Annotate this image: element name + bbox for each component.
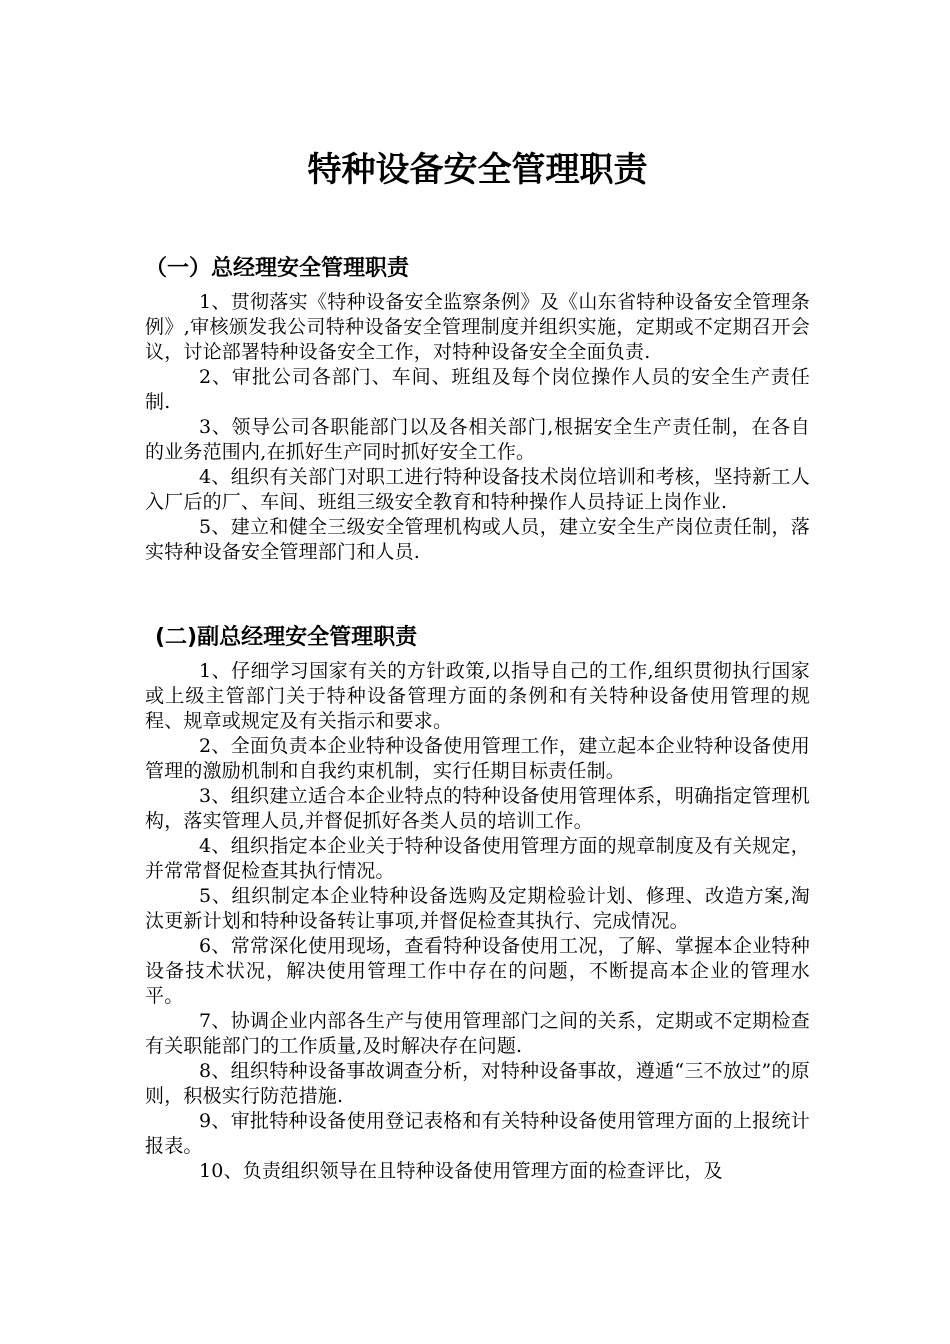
paragraph: 5、组织制定本企业特种设备选购及定期检验计划、修理、改造方案,淘汰更新计划和特种设备转让事项,并督促检查其执行、完成情况。 [145, 885, 810, 932]
paragraph: 3、领导公司各职能部门以及各相关部门,根据安全生产责任制，在各自的业务范围内,在抓好生产同时抓好安全工作。 [145, 416, 810, 463]
paragraph: 6、常常深化使用现场，查看特种设备使用工况，了解、掌握本企业特种设备技术状况，解决使用管理工作中存在的问题，不断提高本企业的管理水平。 [145, 935, 810, 1007]
section-deputy-general-manager [145, 623, 810, 1184]
section-general-manager [145, 254, 810, 565]
paragraph: 10、负责组织领导在且特种设备使用管理方面的检查评比，及 [199, 1160, 723, 1182]
paragraph: 4、组织有关部门对职工进行特种设备技术岗位培训和考核，坚持新工人入厂后的厂、车间、班组三级安全教育和特种操作人员持证上岗作业. [145, 466, 810, 513]
paragraph: 2、全面负责本企业特种设备使用管理工作，建立起本企业特种设备使用管理的激励机制和自我约束机制，实行任期目标责任制。 [145, 735, 810, 782]
paragraph: 4、组织指定本企业关于特种设备使用管理方面的规章制度及有关规定，并常常督促检查其执行情况。 [145, 835, 810, 882]
section-heading: (二)副总经理安全管理职责 [155, 625, 418, 650]
paragraph: 3、组织建立适合本企业特点的特种设备使用管理体系，明确指定管理机构，落实管理人员,并督促抓好各类人员的培训工作。 [145, 785, 810, 832]
paragraph: 9、审批特种设备使用登记表格和有关特种设备使用管理方面的上报统计报表。 [145, 1110, 810, 1157]
paragraph: 1、贯彻落实《特种设备安全监察条例》及《山东省特种设备安全管理条例》,审核颁发我公司特种设备安全管理制度并组织实施，定期或不定期召开会议，讨论部署特种设备安全工作，对特种设备安全全面负责. [145, 291, 810, 363]
section-heading: （一）总经理安全管理职责 [145, 256, 410, 281]
paragraph: 1、仔细学习国家有关的方针政策,以指导自己的工作,组织贯彻执行国家或上级主管部门关于特种设备管理方面的条例和有关特种设备使用管理的规程、规章或规定及有关指示和要求。 [145, 660, 810, 732]
paragraph: 7、协调企业内部各生产与使用管理部门之间的关系，定期或不定期检查有关职能部门的工作质量,及时解决存在问题. [145, 1010, 810, 1057]
paragraph: 2、审批公司各部门、车间、班组及每个岗位操作人员的安全生产责任制. [145, 366, 810, 413]
document-title: 特种设备安全管理职责 [307, 150, 648, 190]
paragraph: 5、建立和健全三级安全管理机构或人员，建立安全生产岗位责任制，落实特种设备安全管理部门和人员. [145, 516, 810, 563]
paragraph: 8、组织特种设备事故调查分析，对特种设备事故，遵遁“三不放过”的原则，积极实行防范措施. [145, 1060, 810, 1107]
